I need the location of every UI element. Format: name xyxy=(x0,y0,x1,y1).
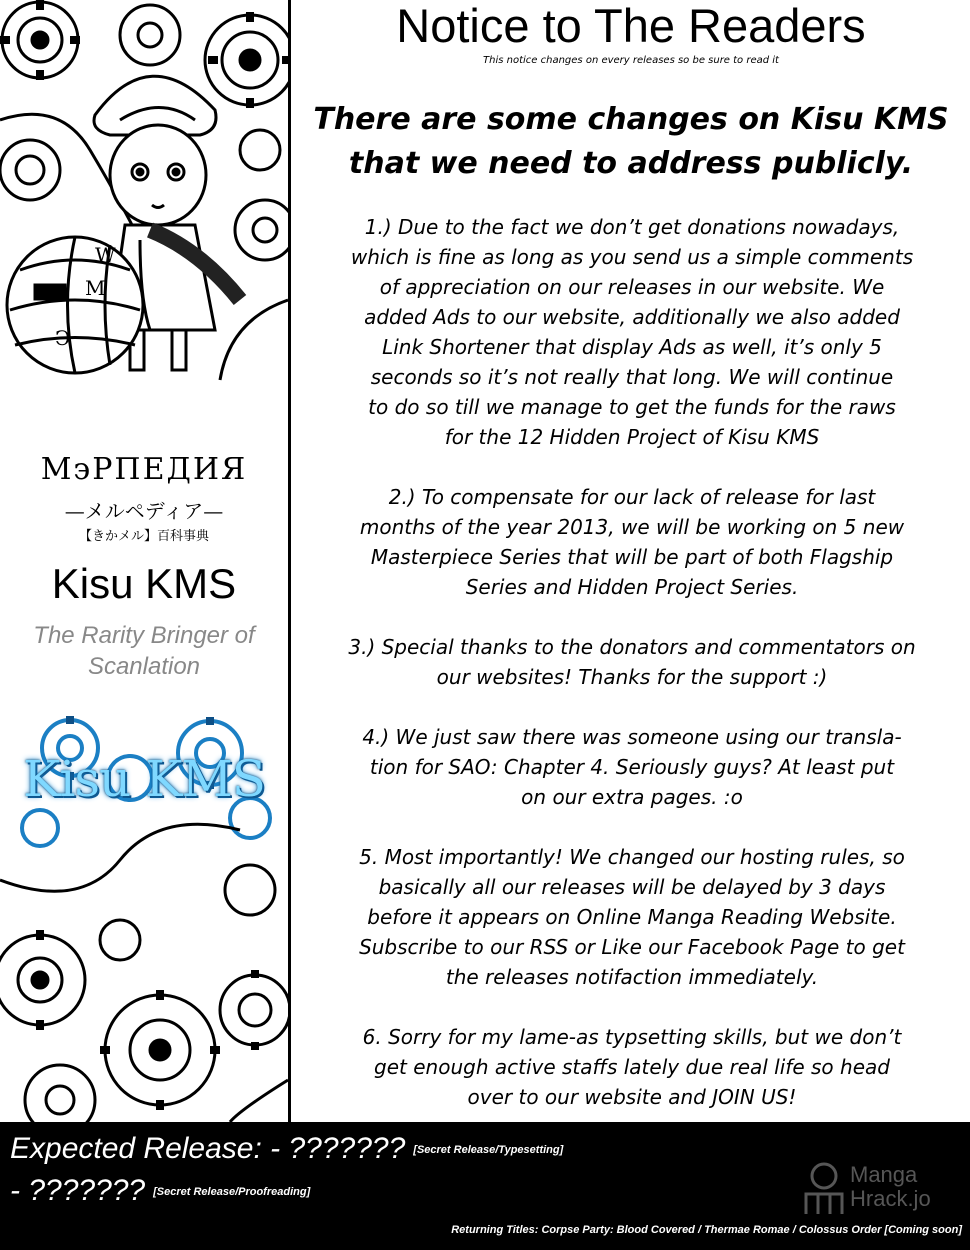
japanese-subtitle: 【きかメル】百科事典 xyxy=(78,529,209,544)
clockwork-illustration-bottom xyxy=(0,820,288,1122)
notice-panel xyxy=(292,0,970,1122)
headline-line1: There are some changes on Kisu KMS xyxy=(313,102,949,137)
group-name: Kisu KMS xyxy=(51,560,237,607)
notice-item-3: 3.) Special thanks to the donators and commentators on our websites! Thanks for the support :) xyxy=(348,635,916,689)
release-2-tag: [Secret Release/Proofreading] xyxy=(153,1186,311,1199)
group-tagline xyxy=(0,620,288,682)
puzzle-letter-m: M xyxy=(85,276,106,300)
release-2-label: - ??????? xyxy=(10,1174,146,1207)
sidebar-divider xyxy=(288,0,291,1122)
returning-titles: Returning Titles: Corpse Party: Blood Covered / Thermae Romae / Colossus Order [Coming soon] xyxy=(451,1224,962,1236)
watermark-line2: Hrack.jo xyxy=(850,1186,931,1211)
watermark-icon xyxy=(800,1160,848,1216)
puzzle-letter-e: Э xyxy=(55,326,71,350)
notice-headline xyxy=(292,98,970,186)
notice-title: Notice to The Readers xyxy=(396,0,866,52)
notice-item-2: 2.) To compensate for our lack of release for last months of the year 2013, we will be working on 5 new Masterpiece Series that will be part of both Flagship Series and Hidden Project Series. xyxy=(359,485,905,599)
cyrillic-title: МэРПЕДИЯ xyxy=(40,452,248,487)
tagline-line1: The Rarity Bringer of xyxy=(33,622,255,649)
headline-line2: that we need to address publicly. xyxy=(348,146,914,181)
japanese-title: —メルペディア— xyxy=(64,499,224,523)
release-1-label: Expected Release: - ??????? xyxy=(10,1132,406,1165)
logo-text: Kisu KMS xyxy=(23,750,265,808)
notice-item-5: 5. Most importantly! We changed our hosting rules, so basically all our releases will be delayed by 3 days before it appears on Online Manga Reading Website. Subscribe to our RSS or Like our Facebook Page to get the releases notifaction immediately. xyxy=(359,845,905,989)
clockwork-illustration-top xyxy=(0,0,288,440)
notice-item-4: 4.) We just saw there was someone using our transla- tion for SAO: Chapter 4. Seriously guys? At least put on our extra pages. :o xyxy=(362,725,902,809)
watermark-line1: Manga xyxy=(850,1162,918,1187)
puzzle-letter-w: W xyxy=(95,243,116,267)
sidebar xyxy=(0,0,288,1122)
expected-release-2 xyxy=(10,1174,310,1208)
release-1-tag: [Secret Release/Typesetting] xyxy=(413,1144,564,1157)
watermark-logo xyxy=(800,1160,950,1216)
notice-item-1: 1.) Due to the fact we don’t get donations nowadays, which is fine as long as you send us a simple comments of appreciation on our releases in our website. We added Ads to our website, additionally we also added Link Shortener that display Ads as well, it’s only 5 seconds so it’s not really that long. We will continue to do so till we manage to get the funds for the raws for the 12 Hidden Project of Kisu KMS xyxy=(350,215,914,449)
release-footer xyxy=(0,1122,970,1250)
notice-item-6: 6. Sorry for my lame-as typsetting skills, but we don’t get enough active staffs lately due real life so head over to our website and JOIN US! xyxy=(362,1025,902,1109)
tagline-line2: Scanlation xyxy=(87,653,201,680)
notice-subtitle: This notice changes on every releases so be sure to read it xyxy=(483,55,779,66)
expected-release-1 xyxy=(10,1132,563,1166)
